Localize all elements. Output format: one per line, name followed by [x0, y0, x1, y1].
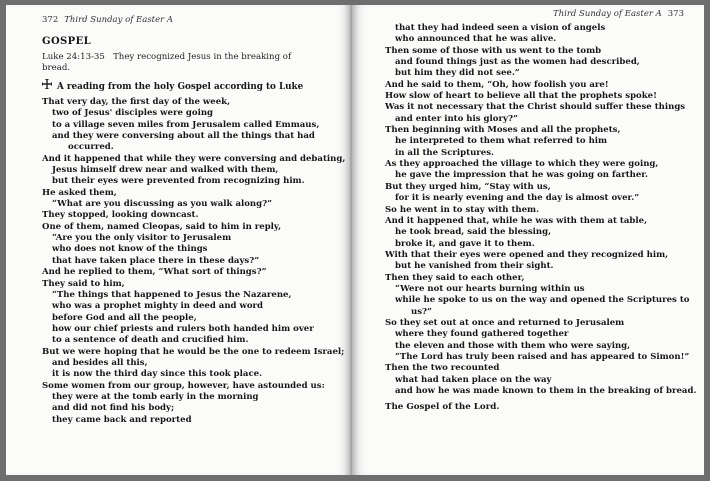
text-line-left-26: Some women from our group, however, have astounded us: — [42, 380, 325, 391]
text-line-right-27: So they set out at once and returned to Jerusalem — [385, 317, 625, 328]
text-line-left-22: to a sentence of death and crucified him. — [52, 335, 249, 346]
text-line-left-2: two of Jesus' disciples were going — [52, 108, 214, 119]
text-line-right-18: And it happened that, while he was with them at table, — [385, 215, 648, 226]
text-line-right-20: broke it, and gave it to them. — [395, 238, 535, 249]
text-line-right-16: for it is nearly evening and the day is almost over.” — [395, 193, 640, 204]
text-line-right-17: So he went in to stay with them. — [385, 204, 540, 215]
text-line-right-19: he took bread, said the blessing, — [395, 227, 552, 238]
text-line-right-13: As they approached the village to which they were going, — [385, 159, 659, 170]
text-line-left-12: One of them, named Cleopas, said to him in reply, — [42, 221, 282, 232]
text-line-left-28: and did not find his body; — [52, 403, 175, 414]
text-line-right-23: Then they said to each other, — [385, 272, 525, 283]
right-page — [352, 5, 704, 475]
text-line-right-26: us?” — [411, 306, 432, 317]
running-head-left — [42, 15, 343, 29]
text-line-right-2: who announced that he was alive. — [395, 34, 557, 45]
running-head-right — [385, 9, 698, 23]
text-line-right-14: he gave the impression that he was going on farther. — [395, 170, 648, 181]
text-line-left-16: And he replied to them, “What sort of things?” — [42, 267, 267, 278]
text-line-left-1: That very day, the first day of the week, — [42, 97, 231, 107]
text-line-left-9: He asked them, — [42, 187, 117, 198]
text-line-right-8: Was it not necessary that the Christ should suffer these things — [385, 102, 686, 113]
text-line-left-11: They stopped, looking downcast. — [42, 210, 199, 221]
text-line-right-30: “The Lord has truly been raised and has appeared to Simon!” — [395, 351, 690, 362]
text-line-left-19: who was a prophet mighty in deed and word — [52, 301, 264, 312]
text-line-right-22: but he vanished from their sight. — [395, 261, 554, 272]
text-line-right-24: “Were not our hearts burning within us — [395, 283, 585, 294]
citation-reference: Luke 24:13-35 — [42, 52, 105, 62]
text-line-right-31: Then the two recounted — [385, 363, 500, 374]
text-line-right-32: what had taken place on the way — [395, 374, 552, 385]
reading-intro-text: A reading from the holy Gospel according to Luke — [57, 82, 304, 92]
section-heading: GOSPEL — [42, 36, 92, 47]
reading-intro — [42, 79, 343, 93]
text-line-left-24: and besides all this, — [52, 357, 148, 368]
text-line-left-10: “What are you discussing as you walk along?” — [52, 199, 273, 210]
citation-summary-2: bread. — [42, 63, 71, 73]
text-line-left-4: and they were conversing about all the things that had — [52, 131, 315, 142]
running-head-title-right: Third Sunday of Easter A — [552, 9, 662, 19]
text-line-left-15: that have taken place there in these days?” — [52, 255, 260, 266]
running-head-title-left: Third Sunday of Easter A — [64, 15, 174, 25]
text-line-left-7: Jesus himself drew near and walked with them, — [52, 165, 279, 176]
text-line-left-3: to a village seven miles from Jerusalem called Emmaus, — [52, 119, 320, 130]
text-line-right-33: and how he was made known to them in the breaking of bread. — [395, 386, 697, 396]
text-line-right-7: How slow of heart to believe all that the prophets spoke! — [385, 91, 657, 102]
gospel-text-left — [42, 97, 346, 426]
text-line-right-29: the eleven and those with them who were saying, — [395, 340, 631, 351]
text-line-right-4: and found things just as the women had described, — [395, 57, 640, 68]
text-line-right-11: he interpreted to them what referred to him — [395, 136, 608, 147]
text-line-left-21: how our chief priests and rulers both handed him over — [52, 323, 314, 334]
text-line-right-21: With that their eyes were opened and they recognized him, — [385, 249, 669, 260]
text-line-right-3: Then some of those with us went to the tomb — [385, 45, 602, 56]
gospel-text-right — [385, 23, 698, 397]
text-line-right-28: where they found gathered together — [395, 329, 569, 340]
closing-acclamation: The Gospel of the Lord. — [385, 402, 500, 413]
text-line-left-5: occurred. — [68, 142, 114, 153]
text-line-right-1: that they had indeed seen a vision of angels — [395, 23, 606, 33]
text-line-left-20: before God and all the people, — [52, 312, 197, 323]
citation-summary-1: They recognized Jesus in the breaking of — [113, 52, 292, 62]
text-line-left-8: but their eyes were prevented from recognizing him. — [52, 176, 305, 187]
left-page — [6, 5, 351, 475]
text-line-right-25: while he spoke to us on the way and opened the Scriptures to — [395, 295, 690, 306]
cross-icon — [42, 79, 53, 93]
text-line-left-29: they came back and reported — [52, 414, 192, 425]
text-line-left-23: But we were hoping that he would be the one to redeem Israel; — [42, 346, 345, 357]
text-line-left-14: who does not know of the things — [52, 244, 208, 255]
text-line-left-25: it is now the third day since this took place. — [52, 369, 263, 380]
text-line-right-9: and enter into his glory?” — [395, 113, 518, 124]
citation — [42, 52, 343, 74]
text-line-right-6: And he said to them, “Oh, how foolish you are! — [385, 79, 609, 90]
page-number-left: 372 — [42, 15, 59, 25]
page-number-right: 373 — [667, 9, 684, 19]
text-line-left-6: And it happened that while they were conversing and debating, — [42, 153, 346, 164]
text-line-right-10: Then beginning with Moses and all the prophets, — [385, 125, 621, 136]
text-line-left-13: “Are you the only visitor to Jerusalem — [52, 233, 232, 244]
text-line-left-18: “The things that happened to Jesus the Nazarene, — [52, 289, 292, 300]
text-line-right-12: in all the Scriptures. — [395, 147, 495, 158]
text-line-right-5: but him they did not see.” — [395, 68, 520, 79]
text-line-left-27: they were at the tomb early in the morning — [52, 391, 259, 402]
text-line-left-17: They said to him, — [42, 278, 125, 289]
text-line-right-15: But they urged him, “Stay with us, — [385, 181, 551, 192]
